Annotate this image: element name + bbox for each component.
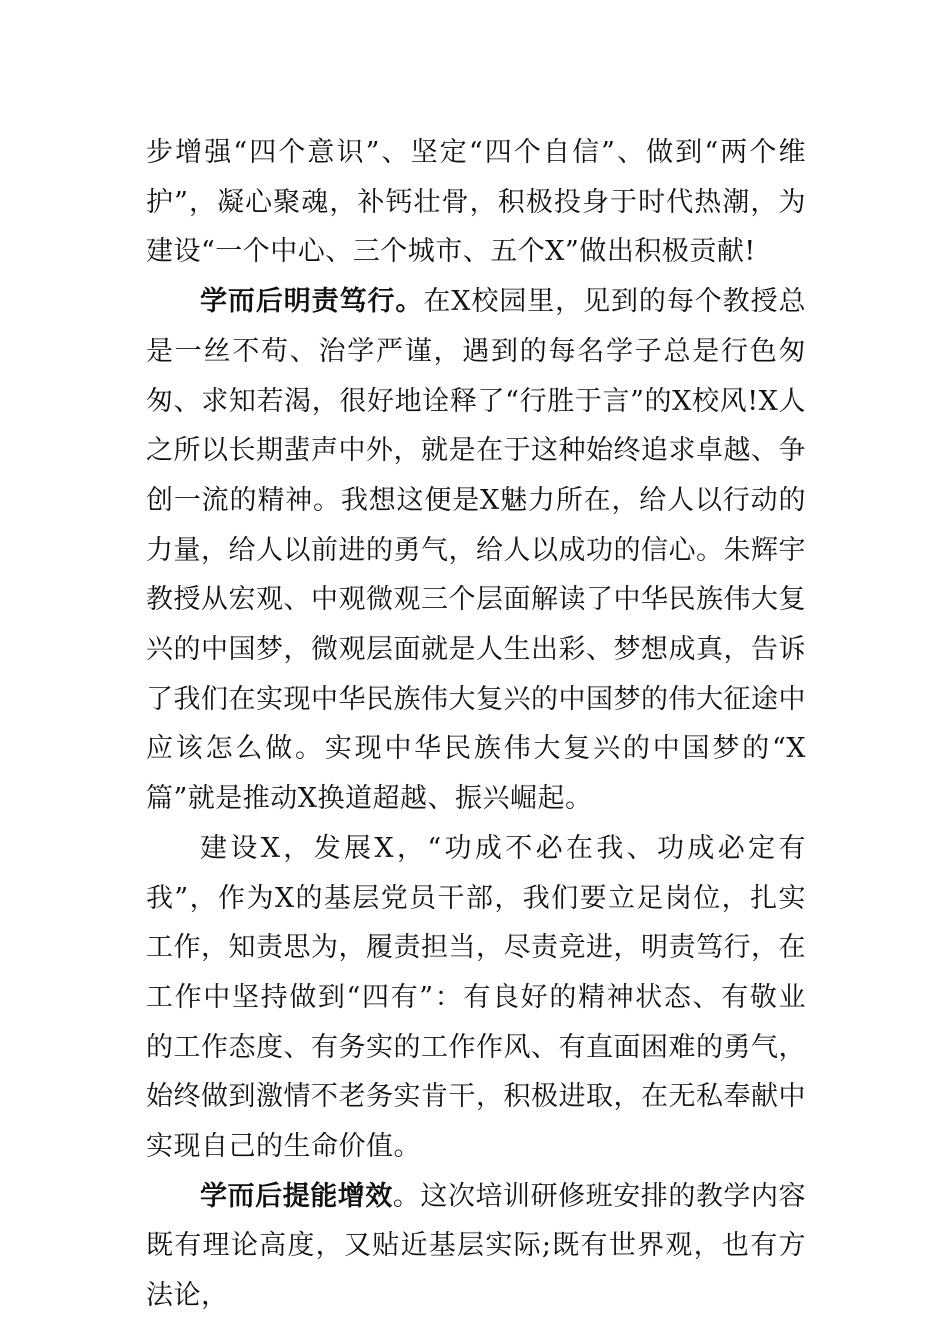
paragraph-build (146, 824, 806, 1172)
document-body (146, 128, 806, 1321)
paragraph-text: 步增强“四个意识”、坚定“四个自信”、做到“两个维护”，凝心聚魂，补钙壮骨，积极投身于时代热潮，为建设“一个中心、三个城市、五个X”做出积极贡献! (146, 137, 806, 268)
paragraph-heading: 学而后明责笃行。 (200, 286, 424, 318)
paragraph-continuation (146, 128, 806, 277)
paragraph-text: 。这次培训研修班安排的教学内容既有理论高度，又贴近基层实际;既有世界观，也有方法论， (146, 1180, 807, 1312)
paragraph-text: 在X校园里，见到的每个教授总是一丝不苟、治学严谨，遇到的每名学子总是行色匆匆、求知若渴，很好地诠释了“行胜于言”的X校风!X人之所以长期蜚声中外，就是在于这种始终追求卓越、争创一流的精神。我想这便是X魅力所在，给人以行动的力量，给人以前进的勇气，给人以成功的信心。朱辉宇教授从宏观、中观微观三个层面解读了中华民族伟大复兴的中国梦，微观层面就是人生出彩、梦想成真，告诉了我们在实现中华民族伟大复兴的中国梦的伟大征途中应该怎么做。实现中华民族伟大复兴的中国梦的“X篇”就是推动X换道超越、振兴崛起。 (146, 286, 806, 815)
paragraph-text: 建设X，发展X，“功成不必在我、功成必定有我”，作为X的基层党员干部，我们要立足岗位，扎实工作，知责思为，履责担当，尽责竞进，明责笃行，在工作中坚持做到“四有”：有良好的精神状态、有敬业的工作态度、有务实的工作作风、有直面困难的勇气，始终做到激情不老务实肯干，积极进取，在无私奉献中实现自己的生命价值。 (146, 832, 806, 1163)
paragraph-heading: 学而后提能增效 (200, 1180, 393, 1212)
paragraph-responsibility (146, 277, 806, 824)
paragraph-capability (146, 1172, 806, 1321)
